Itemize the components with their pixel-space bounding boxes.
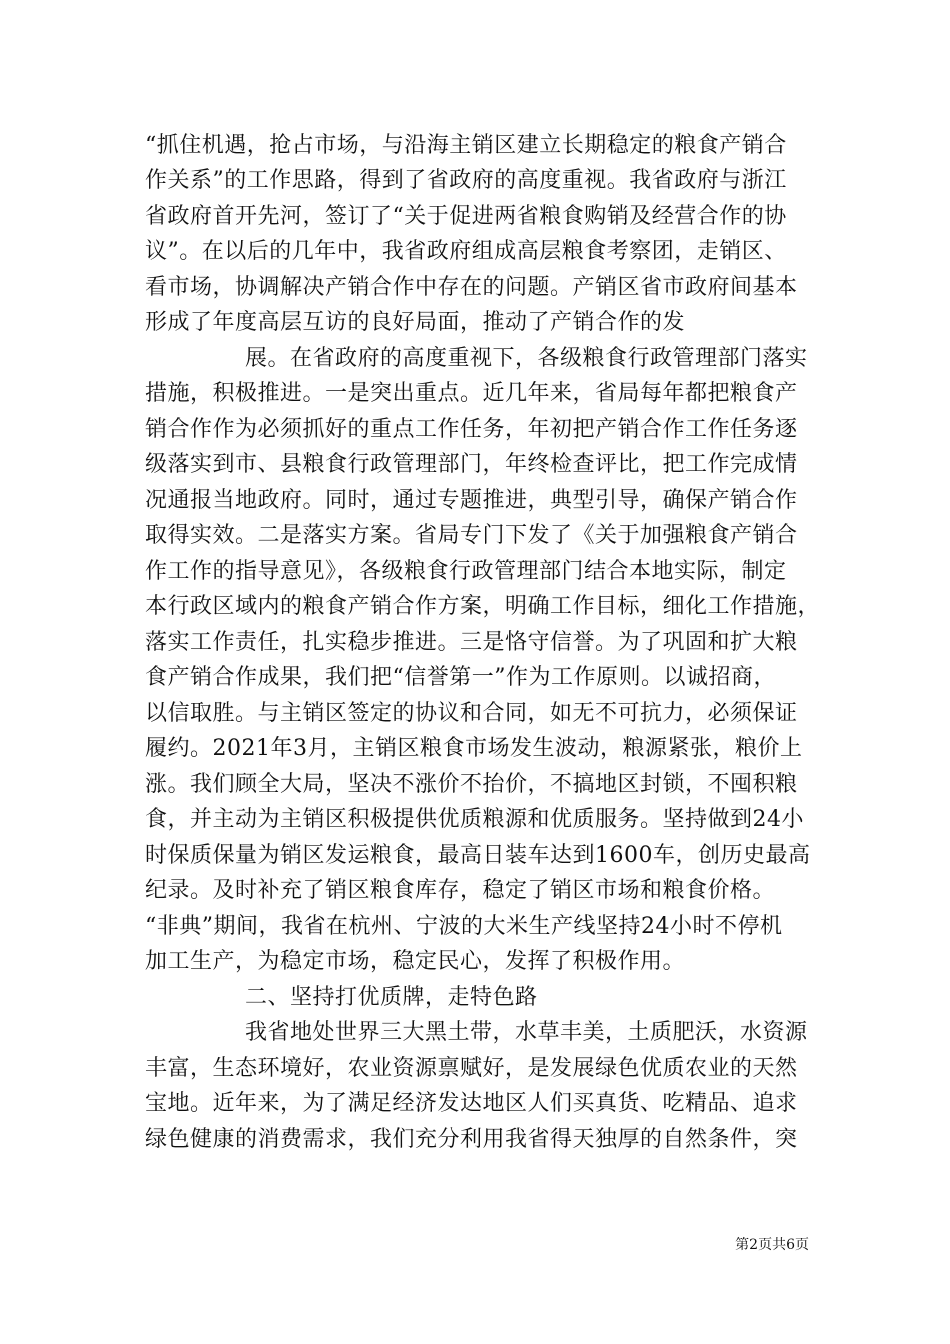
body-text-line: 绿色健康的消费需求，我们充分利用我省得天独厚的自然条件，突	[145, 1127, 798, 1152]
body-text-line: 看市场，协调解决产销合作中存在的问题。产销区省市政府间基本	[145, 275, 798, 300]
body-text-line: “抓住机遇，抢占市场，与沿海主销区建立长期稳定的粮食产销合	[145, 133, 787, 158]
body-text-line: 级落实到市、县粮食行政管理部门，年终检查评比，把工作完成情	[145, 452, 798, 477]
body-text-line: 本行政区域内的粮食产销合作方案，明确工作目标，细化工作措施，	[145, 594, 821, 619]
page-number-footer: 第2页共6页	[735, 1237, 809, 1253]
body-text-line: 时保质保量为销区发运粮食，最高日装车达到1600车，创历史最高	[145, 843, 811, 868]
body-text-line: “非典”期间，我省在杭州、宁波的大米生产线坚持24小时不停机	[145, 914, 783, 939]
body-text-line: 展。在省政府的高度重视下，各级粮食行政管理部门落实	[245, 346, 808, 371]
body-text-line: 履约。2021年3月，主销区粮食市场发生波动，粮源紧张，粮价上	[145, 736, 803, 761]
body-text-line: 议”。在以后的几年中，我省政府组成高层粮食考察团，走销区、	[145, 239, 787, 264]
body-text-line: 措施，积极推进。一是突出重点。近几年来，省局每年都把粮食产	[145, 381, 798, 406]
body-text-line: 以信取胜。与主销区签定的协议和合同，如无不可抗力，必须保证	[145, 701, 798, 726]
body-text-line: 食，并主动为主销区积极提供优质粮源和优质服务。坚持做到24小	[145, 807, 804, 832]
body-text-line: 形成了年度高层互访的良好局面，推动了产销合作的发	[145, 310, 686, 335]
body-text-line: 省政府首开先河，签订了“关于促进两省粮食购销及经营合作的协	[145, 204, 787, 229]
body-text-line: 作关系”的工作思路，得到了省政府的高度重视。我省政府与浙江	[145, 168, 787, 193]
body-text-line: 作工作的指导意见》，各级粮食行政管理部门结合本地实际，制定	[145, 559, 787, 584]
body-text-line: 落实工作责任，扎实稳步推进。三是恪守信誉。为了巩固和扩大粮	[145, 630, 798, 655]
body-text-line: 加工生产，为稳定市场，稳定民心，发挥了积极作用。	[145, 949, 686, 974]
section-heading: 二、坚持打优质牌，走特色路	[245, 985, 538, 1010]
body-text-line: 纪录。及时补充了销区粮食库存，稳定了销区市场和粮食价格。	[145, 878, 776, 903]
body-text-line: 丰富，生态环境好，农业资源禀赋好，是发展绿色优质农业的天然	[145, 1056, 798, 1081]
body-text-line: 取得实效。二是落实方案。省局专门下发了《关于加强粮食产销合	[145, 523, 798, 548]
body-text-line: 食产销合作成果，我们把“信誉第一”作为工作原则。以诚招商，	[145, 665, 776, 690]
body-text-line: 我省地处世界三大黑土带，水草丰美，土质肥沃，水资源	[245, 1020, 808, 1045]
body-text-line: 宝地。近年来，为了满足经济发达地区人们买真货、吃精品、追求	[145, 1091, 798, 1116]
body-text-line: 涨。我们顾全大局，坚决不涨价不抬价，不搞地区封锁，不囤积粮	[145, 772, 798, 797]
body-text-line: 况通报当地政府。同时，通过专题推进，典型引导，确保产销合作	[145, 488, 798, 513]
body-text-line: 销合作作为必须抓好的重点工作任务，年初把产销合作工作任务逐	[145, 417, 798, 442]
